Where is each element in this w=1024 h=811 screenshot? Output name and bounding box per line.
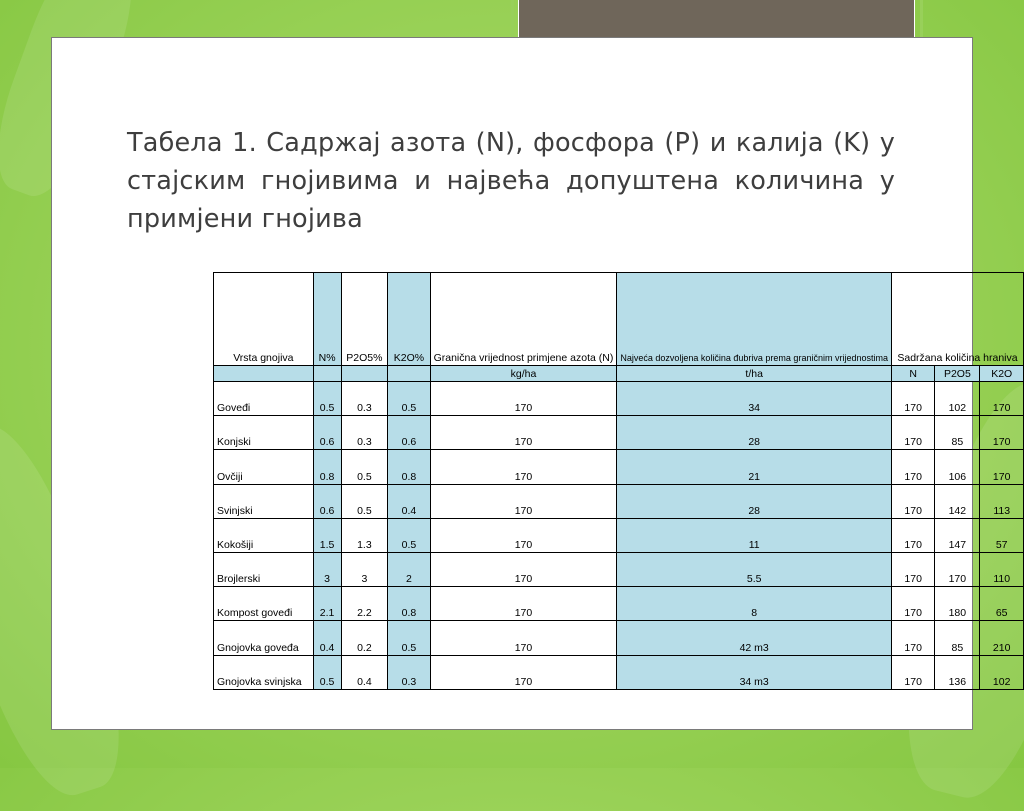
cell-sadrzana-p2o5: 106 [935,450,980,484]
cell-sadrzana-p2o5: 147 [935,518,980,552]
cell-najveca: 28 [617,416,892,450]
cell-sadrzana-p2o5: 136 [935,655,980,689]
cell-p2o5: 0.2 [341,621,388,655]
cell-sadrzana-n: 170 [891,655,934,689]
cell-k2o: 2 [388,552,430,586]
cell-sadrzana-p2o5: 180 [935,587,980,621]
cell-sadrzana-k2o: 57 [980,518,1024,552]
cell-k2o: 0.8 [388,587,430,621]
cell-sadrzana-p2o5: 102 [935,382,980,416]
cell-najveca: 21 [617,450,892,484]
cell-n: 0.4 [313,621,341,655]
cell-sadrzana-n: 170 [891,484,934,518]
table-row [214,518,1024,552]
cell-sadrzana-n: 170 [891,416,934,450]
cell-p2o5: 0.3 [341,382,388,416]
cell-p2o5: 0.5 [341,450,388,484]
cell-granicna: 170 [430,655,617,689]
cell-najveca: 34 m3 [617,655,892,689]
header-n-percent: N% [313,273,341,366]
header-p2o5-percent: P2O5% [341,273,388,366]
cell-k2o: 0.5 [388,621,430,655]
cell-sadrzana-k2o: 102 [980,655,1024,689]
cell-p2o5: 3 [341,552,388,586]
cell-n: 0.5 [313,655,341,689]
cell-n: 1.5 [313,518,341,552]
header-sadrzana-kolicina: Sadržana količina hraniva [891,273,1023,366]
units-empty-cell [313,366,341,382]
cell-granicna: 170 [430,518,617,552]
cell-sadrzana-n: 170 [891,621,934,655]
cell-k2o: 0.3 [388,655,430,689]
table-header-row [214,273,1024,366]
cell-sadrzana-p2o5: 142 [935,484,980,518]
table-row [214,655,1024,689]
cell-n: 0.5 [313,382,341,416]
cell-k2o: 0.5 [388,382,430,416]
table-row [214,416,1024,450]
cell-n: 0.6 [313,484,341,518]
header-granicna-vrijednost: Granična vrijednost primjene azota (N) [430,273,617,366]
cell-sadrzana-k2o: 65 [980,587,1024,621]
cell-vrsta: Goveđi [214,382,314,416]
cell-granicna: 170 [430,450,617,484]
cell-vrsta: Konjski [214,416,314,450]
cell-k2o: 0.5 [388,518,430,552]
fertilizer-table [213,272,1024,690]
cell-p2o5: 1.3 [341,518,388,552]
cell-najveca: 42 m3 [617,621,892,655]
cell-sadrzana-n: 170 [891,587,934,621]
cell-sadrzana-k2o: 113 [980,484,1024,518]
units-empty-cell [388,366,430,382]
header-vrsta-gnojiva: Vrsta gnojiva [214,273,314,366]
cell-k2o: 0.4 [388,484,430,518]
unit-n: N [891,366,934,382]
header-najveca-kolicina: Najveća dozvoljena količina đubriva prema graničnim vrijednostima [617,273,892,366]
cell-vrsta: Gnojovka svinjska [214,655,314,689]
cell-sadrzana-n: 170 [891,382,934,416]
cell-sadrzana-n: 170 [891,450,934,484]
table-row [214,484,1024,518]
cell-najveca: 5.5 [617,552,892,586]
units-empty-cell [341,366,388,382]
cell-p2o5: 2.2 [341,587,388,621]
cell-sadrzana-n: 170 [891,518,934,552]
cell-sadrzana-p2o5: 85 [935,621,980,655]
slide-title: Табела 1. Садржај азота (N), фосфора (P) и калија (K) у стајским гнојивима и највећа допуштена количина у примјени гнојива [127,128,895,234]
cell-vrsta: Kompost goveđi [214,587,314,621]
table-row [214,552,1024,586]
unit-k2o: K2O [980,366,1024,382]
cell-p2o5: 0.4 [341,655,388,689]
units-empty-cell [214,366,314,382]
cell-n: 0.6 [313,416,341,450]
cell-granicna: 170 [430,621,617,655]
cell-najveca: 8 [617,587,892,621]
cell-k2o: 0.8 [388,450,430,484]
cell-sadrzana-p2o5: 85 [935,416,980,450]
cell-sadrzana-k2o: 210 [980,621,1024,655]
cell-p2o5: 0.3 [341,416,388,450]
cell-sadrzana-k2o: 170 [980,382,1024,416]
cell-granicna: 170 [430,552,617,586]
cell-n: 3 [313,552,341,586]
table-row [214,382,1024,416]
cell-sadrzana-n: 170 [891,552,934,586]
cell-sadrzana-k2o: 170 [980,416,1024,450]
cell-granicna: 170 [430,484,617,518]
cell-granicna: 170 [430,382,617,416]
cell-vrsta: Brojlerski [214,552,314,586]
cell-p2o5: 0.5 [341,484,388,518]
unit-t-ha: t/ha [617,366,892,382]
cell-sadrzana-p2o5: 170 [935,552,980,586]
cell-k2o: 0.6 [388,416,430,450]
cell-n: 0.8 [313,450,341,484]
cell-vrsta: Kokošiji [214,518,314,552]
cell-granicna: 170 [430,587,617,621]
cell-vrsta: Ovčiji [214,450,314,484]
cell-sadrzana-k2o: 170 [980,450,1024,484]
cell-sadrzana-k2o: 110 [980,552,1024,586]
table-row [214,587,1024,621]
table-row [214,621,1024,655]
cell-najveca: 11 [617,518,892,552]
cell-najveca: 28 [617,484,892,518]
table-row [214,450,1024,484]
table-units-row [214,366,1024,382]
unit-p2o5: P2O5 [935,366,980,382]
header-k2o-percent: K2O% [388,273,430,366]
cell-granicna: 170 [430,416,617,450]
cell-n: 2.1 [313,587,341,621]
cell-najveca: 34 [617,382,892,416]
cell-vrsta: Svinjski [214,484,314,518]
unit-kg-ha: kg/ha [430,366,617,382]
cell-vrsta: Gnojovka goveđa [214,621,314,655]
